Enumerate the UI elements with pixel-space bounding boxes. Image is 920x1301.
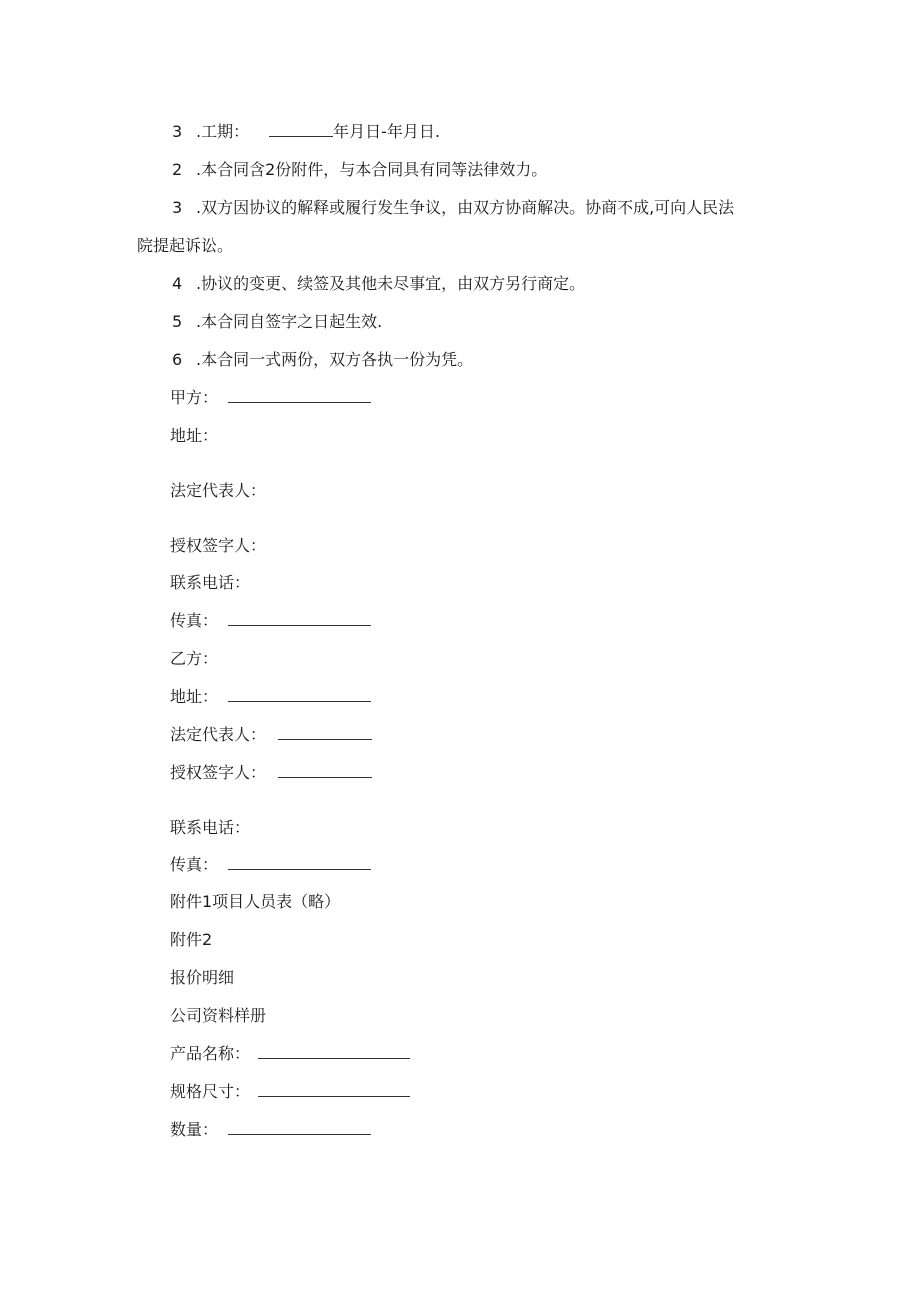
clause-effective: 5 .本合同自签字之日起生效. — [172, 312, 383, 331]
party-b-fax-blank — [228, 855, 371, 870]
party-a-signatory: 授权签字人： — [170, 536, 267, 555]
party-a-fax-blank — [228, 611, 371, 626]
party-b-address-blank — [228, 687, 371, 702]
clause-copies: 6 .本合同一式两份，双方各执一份为凭。 — [172, 350, 474, 369]
clause-dispute: 3 .双方因协议的解释或履行发生争议，由双方协商解决。协商不成,可向人民法 — [172, 198, 735, 217]
party-b-name: 乙方： — [170, 649, 219, 668]
product-name-blank — [258, 1044, 410, 1059]
party-b-fax: 传真： — [170, 855, 371, 875]
quote-details: 报价明细 — [170, 968, 235, 987]
attachment-2: 附件2 — [170, 930, 213, 949]
product-quantity: 数量： — [170, 1120, 371, 1140]
clause-dispute-continued: 院提起诉讼。 — [137, 236, 234, 255]
party-a-address: 地址： — [170, 426, 219, 445]
clause-duration: 3 .工期： 年月日-年月日. — [172, 122, 440, 141]
party-b-phone: 联系电话： — [170, 818, 251, 837]
clause-amendment: 4 .协议的变更、续签及其他未尽事宜，由双方另行商定。 — [172, 274, 586, 293]
party-a-name-blank — [228, 388, 371, 403]
duration-blank — [269, 122, 333, 137]
party-b-signatory-blank — [278, 763, 372, 778]
party-a-fax: 传真： — [170, 611, 371, 631]
product-spec: 规格尺寸： — [170, 1082, 410, 1102]
party-b-legal-rep-blank — [278, 725, 372, 740]
party-b-address: 地址： — [170, 687, 371, 707]
company-catalog: 公司资料样册 — [170, 1006, 267, 1025]
party-a-phone: 联系电话： — [170, 573, 251, 592]
product-quantity-blank — [228, 1120, 371, 1135]
clause-attachments: 2 .本合同含2份附件，与本合同具有同等法律效力。 — [172, 160, 548, 179]
party-a-legal-rep: 法定代表人： — [170, 481, 267, 500]
product-name: 产品名称： — [170, 1044, 410, 1064]
attachment-1: 附件1项目人员表（略） — [170, 892, 341, 911]
product-spec-blank — [258, 1082, 410, 1097]
party-a-name: 甲方： — [170, 388, 371, 408]
party-b-legal-rep: 法定代表人： — [170, 725, 372, 745]
party-b-signatory: 授权签字人： — [170, 763, 372, 783]
